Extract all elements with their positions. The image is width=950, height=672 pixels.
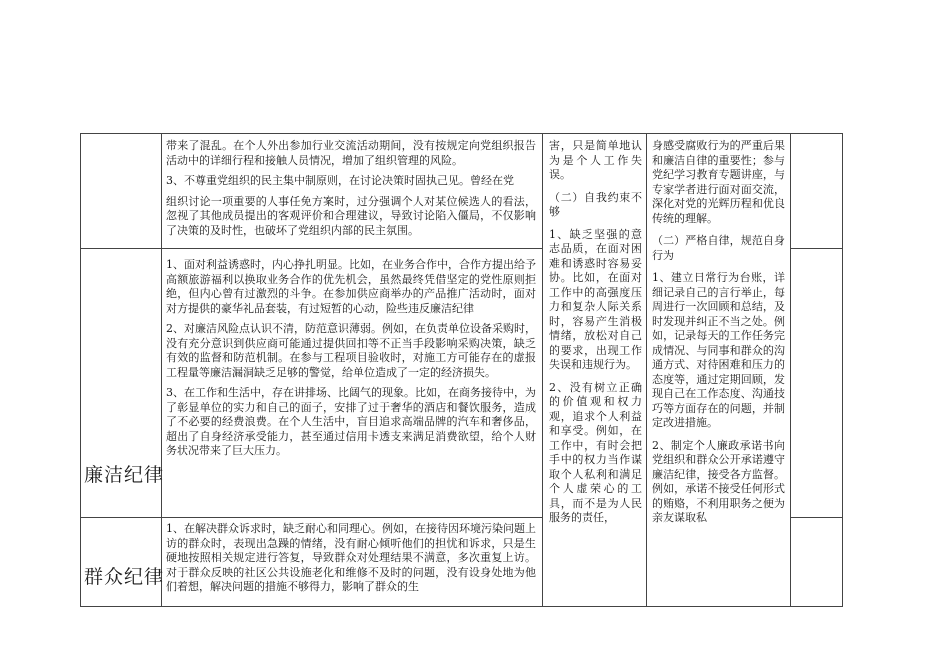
row-divider	[790, 248, 843, 249]
subheading: （二）严格自律，规范自身行为	[652, 234, 785, 262]
paragraph: 1、缺乏坚强的意志品质，在面对困难和诱惑时容易妥协。比如，在面对工作中的高强度压力和复杂人际关系时，容易产生消极情绪，放松对自己的要求，出现工作失误和违规行为。	[549, 227, 642, 371]
row-divider	[80, 517, 543, 518]
top-problem-text	[166, 139, 536, 238]
paragraph: 带来了混乱。在个人外出参加行业交流活动期间，没有按规定向党组织报告活动中的详细行程和接触人员情况，增加了组织管理的风险。	[166, 139, 536, 167]
column-divider	[542, 133, 543, 607]
category-mass-discipline: 群众纪律	[84, 566, 165, 588]
mass-discipline-problems	[166, 522, 536, 595]
column-divider	[790, 133, 791, 607]
paragraph: 1、面对利益诱惑时，内心挣扎明显。比如，在业务合作中，合作方提出给予高额旅游福利以换取业务合作的优先机会，虽然最终凭借坚定的党性原则拒绝，但内心曾有过激烈的斗争。在参加供应商举办的产品推广活动时，面对对方提供的豪华礼品套装，有过短暂的心动，险些违反廉洁纪律	[166, 258, 536, 315]
category-clean-discipline: 廉洁纪律	[84, 464, 165, 486]
row-divider	[80, 248, 543, 249]
paragraph: 身感受腐败行为的严重后果和廉洁自律的重要性；参与党纪学习教育专题讲座，与专家学者进行面对面交流，深化对党的光辉历程和优良传统的理解。	[652, 139, 785, 225]
paragraph: 组织讨论一项重要的人事任免方案时，过分强调个人对某位候选人的看法，忽视了其他成员提出的客观评价和合理建议，导致讨论陷入僵局，不仅影响了决策的及时性，也破坏了党组织内部的民主氛围。	[166, 194, 536, 237]
subheading: （二）自我约束不够	[549, 190, 642, 218]
cause-analysis-text	[549, 139, 642, 526]
rectification-measures-text	[652, 139, 785, 526]
paragraph: 3、不尊重党组织的民主集中制原则，在讨论决策时固执己见。曾经在党	[166, 174, 514, 187]
paragraph: 3、在工作和生活中，存在讲排场、比阔气的现象。比如，在商务接待中，为了彰显单位的实力和自己的面子，安排了过于奢华的酒店和餐饮服务，造成了不必要的经费浪费。在个人生活中，盲目追求高端品牌的汽车和奢侈品，超出了自身经济承受能力，甚至通过信用卡透支来满足消费欲望，给个人财务状况带来了巨大压力。	[166, 386, 536, 457]
column-divider	[646, 133, 647, 607]
column-divider	[161, 133, 162, 607]
row-divider	[790, 517, 843, 518]
paragraph: 2、没有树立正确的价值观和权力观，追求个人利益和享受。例如，在工作中，有时会把手中的权力当作谋取个人私利和满足个人虚荣心的工具，而不是为人民服务的责任，	[549, 380, 642, 524]
paragraph: 2、对廉洁风险点认识不清，防范意识薄弱。例如，在负责单位设备采购时，没有充分意识到供应商可能通过提供回扣等不正当手段影响采购决策，缺乏有效的监督和防范机制。在参与工程项目验收时，对施工方可能存在的虚报工程量等廉洁漏洞缺乏足够的警觉，给单位造成了一定的经济损失。	[166, 322, 536, 379]
paragraph: 1、建立日常行为台账，详细记录自己的言行举止，每周进行一次回顾和总结，及时发现并纠正不当之处。例如，记录每天的工作任务完成情况、与同事和群众的沟通方式、对待困难和压力的态度等，通过定期回顾，发现自己在工作态度、沟通技巧等方面存在的问题，并制定改进措施。	[652, 271, 785, 429]
paragraph: 2、制定个人廉政承诺书向党组织和群众公开承诺遵守廉洁纪律，接受各方监督。例如，承诺不接受任何形式的贿赂，不利用职务之便为亲友谋取私	[652, 438, 785, 524]
clean-discipline-problems	[166, 258, 536, 459]
paragraph: 1、在解决群众诉求时，缺乏耐心和同理心。例如，在接待因环境污染问题上访的群众时，表现出急躁的情绪，没有耐心倾听他们的担忧和诉求，只是生硬地按照相关规定进行答复，导致群众对处理结果不满意，多次重复上访。对于群众反映的社区公共设施老化和维修不及时的问题，没有设身处地为他们着想，解决问题的措施不够得力，影响了群众的生	[166, 522, 536, 593]
paragraph: 害，只是简单地认为是个人工作失误。	[549, 139, 642, 181]
